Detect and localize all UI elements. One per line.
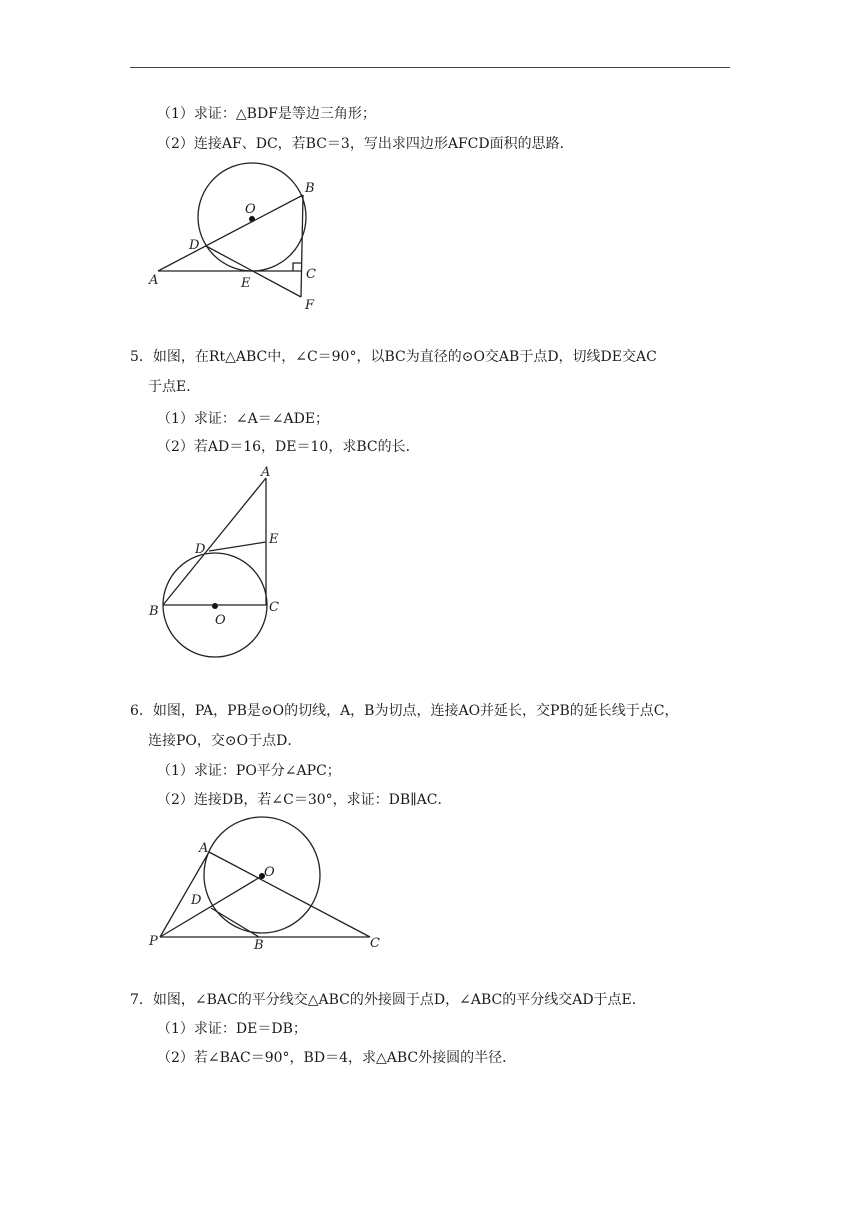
problem6-figure xyxy=(145,812,390,954)
label-e: E xyxy=(269,532,279,547)
label-d: D xyxy=(195,542,206,557)
problem5-part1: （1）求证：∠A＝∠ADE； xyxy=(157,411,330,427)
segment-pa xyxy=(160,852,209,937)
problem6-part1: （1）求证：PO平分∠APC； xyxy=(157,763,341,779)
label-d: D xyxy=(191,893,202,908)
problem5-part2: （2）若AD＝16，DE＝10，求BC的长． xyxy=(157,439,420,455)
label-f: F xyxy=(305,298,315,313)
problem4-part2: （2）连接AF、DC，若BC＝3，写出求四边形AFCD面积的思路． xyxy=(157,136,574,152)
segment-de xyxy=(209,542,266,551)
problem4-part1: （1）求证：△BDF是等边三角形； xyxy=(157,106,376,122)
label-a: A xyxy=(199,841,209,856)
header-rule xyxy=(130,67,730,68)
label-o: O xyxy=(245,202,256,217)
label-b: B xyxy=(149,604,159,619)
problem6-part2: （2）连接DB，若∠C＝30°，求证：DB∥AC． xyxy=(157,792,452,808)
label-p: P xyxy=(149,934,158,949)
problem5-figure xyxy=(145,462,295,667)
label-c: C xyxy=(306,267,316,282)
segment-db xyxy=(211,908,259,937)
label-c: C xyxy=(370,936,380,951)
problem6-line1: 6．如图，PA，PB是⊙O的切线，A，B为切点，连接AO并延长，交PB的延长线于点C， xyxy=(130,703,679,719)
label-b: B xyxy=(305,181,315,196)
label-o: O xyxy=(264,865,275,880)
label-c: C xyxy=(269,600,279,615)
label-e: E xyxy=(241,276,251,291)
right-angle-mark xyxy=(293,263,301,271)
segment-ab xyxy=(163,478,266,605)
center-o-dot xyxy=(212,603,218,609)
segment-ac xyxy=(209,852,370,937)
problem4-figure xyxy=(140,158,340,318)
problem7-part2: （2）若∠BAC＝90°，BD＝4，求△ABC外接圆的半径． xyxy=(157,1050,517,1066)
label-d: D xyxy=(189,238,200,253)
label-b: B xyxy=(254,938,264,953)
segment-bf xyxy=(301,195,303,297)
problem5-line1: 5．如图，在Rt△ABC中，∠C＝90°，以BC为直径的⊙O交AB于点D，切线DE交AC xyxy=(130,349,657,365)
problem5-line2: 于点E． xyxy=(148,379,201,395)
segment-po xyxy=(160,876,262,937)
problem7-line1: 7．如图，∠BAC的平分线交△ABC的外接圆于点D，∠ABC的平分线交AD于点E． xyxy=(130,992,646,1008)
label-a: A xyxy=(261,465,271,480)
label-o: O xyxy=(215,613,226,628)
problem7-part1: （1）求证：DE＝DB； xyxy=(157,1021,307,1037)
label-a: A xyxy=(149,273,159,288)
problem6-line2: 连接PO，交⊙O于点D． xyxy=(148,733,302,749)
